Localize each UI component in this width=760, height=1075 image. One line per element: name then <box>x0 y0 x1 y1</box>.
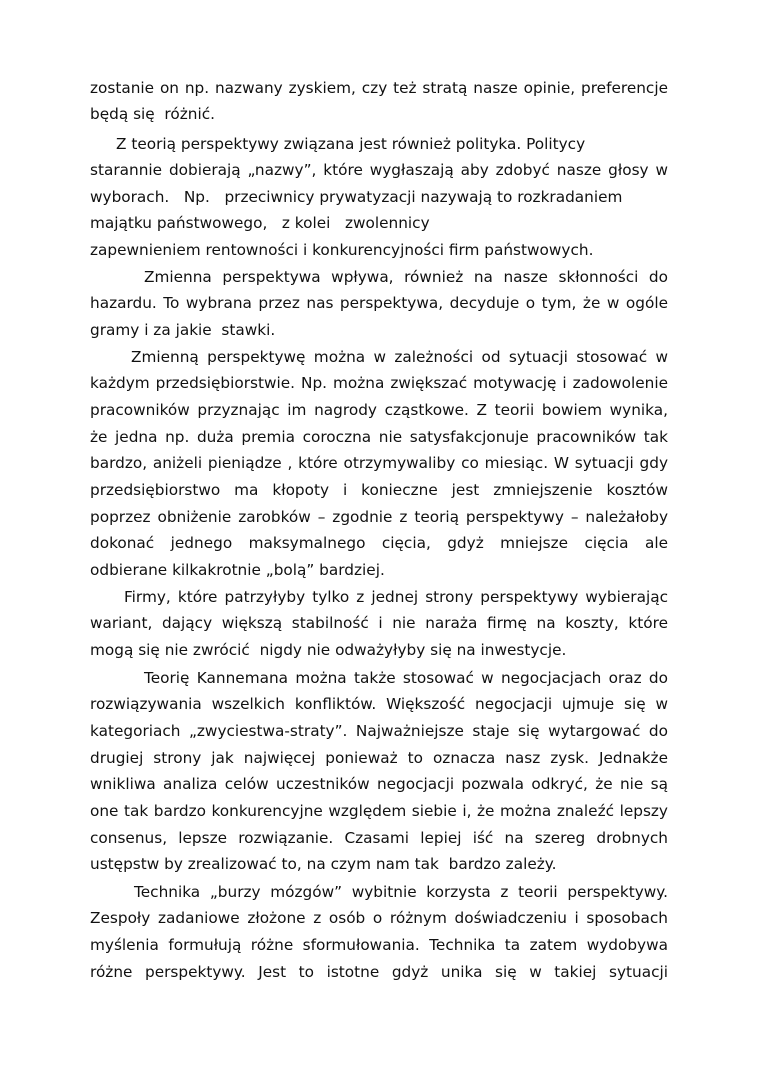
text-line: Zmienną perspektywę można w zależności od sytuacji stosować w <box>131 348 668 366</box>
text-line: Firmy, które patrzyłyby tylko z jednej strony perspektywy wybierając <box>124 588 668 606</box>
text-line: wyborach. Np. przeciwnicy prywatyzacji nazywają to rozkradaniem <box>90 188 623 206</box>
text-line: wariant, dający większą stabilność i nie naraża firmę na koszty, które <box>90 614 668 632</box>
text-line: zostanie on np. nazwany zyskiem, czy też stratą nasze opinie, preferencje <box>90 79 668 97</box>
text-line: gramy i za jakie stawki. <box>90 321 276 339</box>
text-line: wnikliwa analiza celów uczestników negocjacji pozwala odkryć, że nie są <box>90 775 668 793</box>
text-line: różne perspektywy. Jest to istotne gdyż unika się w takiej sytuacji <box>90 963 668 981</box>
text-line: majątku państwowego, z kolei zwolennicy <box>90 214 430 232</box>
text-line: hazardu. To wybrana przez nas perspektywa, decyduje o tym, że w ogóle <box>90 294 668 312</box>
text-line: przedsiębiorstwo ma kłopoty i konieczne jest zmniejszenie kosztów <box>90 481 668 499</box>
text-line: dokonać jednego maksymalnego cięcia, gdyż mniejsze cięcia ale <box>90 534 668 552</box>
text-line: Zmienna perspektywa wpływa, również na nasze skłonności do <box>144 268 668 286</box>
text-line: Technika „burzy mózgów” wybitnie korzysta z teorii perspektywy. <box>134 883 668 901</box>
text-line: ustępstw by zrealizować to, na czym nam tak bardzo zależy. <box>90 855 557 873</box>
text-line: zapewnieniem rentowności i konkurencyjności firm państwowych. <box>90 241 594 259</box>
text-line: każdym przedsiębiorstwie. Np. można zwiększać motywację i zadowolenie <box>90 374 668 392</box>
text-line: że jedna np. duża premia coroczna nie satysfakcjonuje pracowników tak <box>90 428 668 446</box>
text-line: odbierane kilkakrotnie „bolą” bardziej. <box>90 561 385 579</box>
text-line: starannie dobierają „nazwy”, które wygłaszają aby zdobyć nasze głosy w <box>90 161 668 179</box>
text-line: Teorię Kannemana można także stosować w negocjacjach oraz do <box>144 669 668 687</box>
text-line: rozwiązywania wszelkich konfliktów. Większość negocjacji ujmuje się w <box>90 695 668 713</box>
text-line: drugiej strony jak najwięcej ponieważ to oznacza nasz zysk. Jednakże <box>90 749 668 767</box>
text-line: będą się różnić. <box>90 105 215 123</box>
text-line: Z teorią perspektywy związana jest również polityka. Politycy <box>116 135 586 153</box>
text-line: pracowników przyznając im nagrody cząstkowe. Z teorii bowiem wynika, <box>90 401 668 419</box>
text-line: myślenia formułują różne sformułowania. Technika ta zatem wydobywa <box>90 936 668 954</box>
text-line: poprzez obniżenie zarobków – zgodnie z teorią perspektywy – należałoby <box>90 508 668 526</box>
text-line: Zespoły zadaniowe złożone z osób o różnym doświadczeniu i sposobach <box>90 909 668 927</box>
text-line: kategoriach „zwyciestwa-straty”. Najważniejsze staje się wytargować do <box>90 722 668 740</box>
text-line: bardzo, aniżeli pieniądze , które otrzymywaliby co miesiąc. W sytuacji gdy <box>90 454 668 472</box>
text-line: one tak bardzo konkurencyjne względem siebie i, że można znaleźć lepszy <box>90 802 668 820</box>
text-line: consenus, lepsze rozwiązanie. Czasami lepiej iść na szereg drobnych <box>90 829 668 847</box>
text-line: mogą się nie zwrócić nigdy nie odważyłyby się na inwestycje. <box>90 641 567 659</box>
